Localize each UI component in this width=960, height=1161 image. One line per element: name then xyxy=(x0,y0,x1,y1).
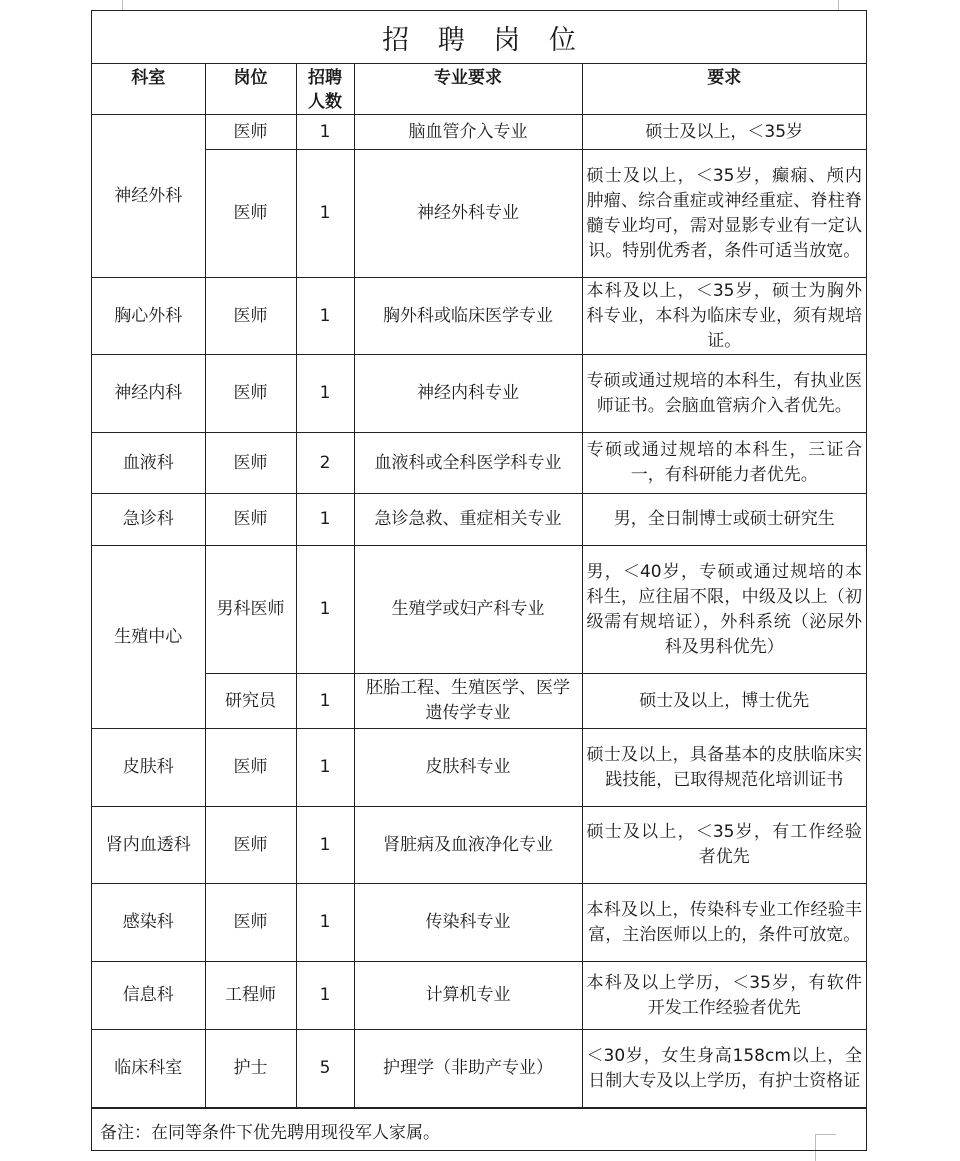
header-position: 岗位 xyxy=(205,64,296,115)
position-cell: 医师 xyxy=(205,884,296,962)
requirement-cell: 男，＜40岁，专硕或通过规培的本科生，应往届不限，中级及以上（初级需有规培证），外科系统（泌尿外科及男科优先） xyxy=(582,546,866,674)
major-cell: 传染科专业 xyxy=(354,884,582,962)
dept-cell: 胸心外科 xyxy=(92,278,205,355)
major-cell: 急诊急救、重症相关专业 xyxy=(354,494,582,546)
major-cell: 肾脏病及血液净化专业 xyxy=(354,807,582,884)
requirement-cell: 硕士及以上，具备基本的皮肤临床实践技能，已取得规范化培训证书 xyxy=(582,729,866,807)
header-dept: 科室 xyxy=(92,64,205,115)
count-cell: 5 xyxy=(296,1030,354,1108)
position-cell: 工程师 xyxy=(205,962,296,1030)
requirement-cell: 本科及以上，＜35岁，硕士为胸外科专业，本科为临床专业，须有规培证。 xyxy=(582,278,866,355)
header-major: 专业要求 xyxy=(354,64,582,115)
count-cell: 1 xyxy=(296,150,354,278)
table-row xyxy=(92,494,866,546)
table-row xyxy=(92,150,866,278)
requirement-cell: ＜30岁，女生身高158cm以上，全日制大专及以上学历，有护士资格证 xyxy=(582,1030,866,1108)
requirement-cell: 本科及以上学历，＜35岁，有软件开发工作经验者优先 xyxy=(582,962,866,1030)
page-title: 招 聘 岗 位 xyxy=(92,11,866,64)
table-row xyxy=(92,355,866,433)
dept-cell: 急诊科 xyxy=(92,494,205,546)
major-cell: 胚胎工程、生殖医学、医学遗传学专业 xyxy=(354,674,582,729)
count-cell: 1 xyxy=(296,355,354,433)
dept-cell: 肾内血透科 xyxy=(92,807,205,884)
count-cell: 1 xyxy=(296,884,354,962)
position-cell: 研究员 xyxy=(205,674,296,729)
requirement-cell: 硕士及以上，博士优先 xyxy=(582,674,866,729)
dept-cell: 神经内科 xyxy=(92,355,205,433)
count-cell: 1 xyxy=(296,962,354,1030)
table-row xyxy=(92,729,866,807)
requirement-cell: 专硕或通过规培的本科生，三证合一，有科研能力者优先。 xyxy=(582,433,866,494)
major-cell: 计算机专业 xyxy=(354,962,582,1030)
count-cell: 1 xyxy=(296,546,354,674)
requirement-cell: 本科及以上，传染科专业工作经验丰富，主治医师以上的，条件可放宽。 xyxy=(582,884,866,962)
major-cell: 神经外科专业 xyxy=(354,150,582,278)
position-cell: 医师 xyxy=(205,494,296,546)
major-cell: 生殖学或妇产科专业 xyxy=(354,546,582,674)
position-cell: 男科医师 xyxy=(205,546,296,674)
dept-cell: 皮肤科 xyxy=(92,729,205,807)
major-cell: 胸外科或临床医学专业 xyxy=(354,278,582,355)
major-cell: 神经内科专业 xyxy=(354,355,582,433)
dept-cell: 信息科 xyxy=(92,962,205,1030)
table-row xyxy=(92,962,866,1030)
major-cell: 护理学（非助产专业） xyxy=(354,1030,582,1108)
count-cell: 1 xyxy=(296,278,354,355)
table-row xyxy=(92,807,866,884)
header-requirement: 要求 xyxy=(582,64,866,115)
dept-cell: 临床科室 xyxy=(92,1030,205,1108)
footnote: 备注：在同等条件下优先聘用现役军人家属。 xyxy=(92,1108,866,1151)
position-cell: 医师 xyxy=(205,807,296,884)
requirement-cell: 专硕或通过规培的本科生，有执业医师证书。会脑血管病介入者优先。 xyxy=(582,355,866,433)
count-cell: 1 xyxy=(296,115,354,150)
position-cell: 医师 xyxy=(205,433,296,494)
table-row xyxy=(92,546,866,674)
table-row xyxy=(92,433,866,494)
table-row xyxy=(92,674,866,729)
count-cell: 1 xyxy=(296,674,354,729)
position-cell: 医师 xyxy=(205,729,296,807)
requirement-cell: 硕士及以上，＜35岁 xyxy=(582,115,866,150)
scan-corner-mark xyxy=(838,0,840,10)
position-cell: 医师 xyxy=(205,355,296,433)
table-row xyxy=(92,884,866,962)
major-cell: 脑血管介入专业 xyxy=(354,115,582,150)
scan-corner-mark xyxy=(122,0,124,10)
table-row xyxy=(92,1030,866,1108)
position-cell: 医师 xyxy=(205,150,296,278)
requirement-cell: 硕士及以上，＜35岁，癫痫、颅内肿瘤、综合重症或神经重症、脊柱脊髓专业均可，需对显影专业有一定认识。特别优秀者，条件可适当放宽。 xyxy=(582,150,866,278)
dept-cell: 生殖中心 xyxy=(92,546,205,729)
recruitment-table xyxy=(92,64,866,1108)
header-row xyxy=(92,64,866,115)
dept-cell: 神经外科 xyxy=(92,115,205,278)
position-cell: 医师 xyxy=(205,115,296,150)
major-cell: 血液科或全科医学科专业 xyxy=(354,433,582,494)
header-count: 招聘 人数 xyxy=(296,64,354,115)
count-cell: 1 xyxy=(296,494,354,546)
position-cell: 护士 xyxy=(205,1030,296,1108)
dept-cell: 感染科 xyxy=(92,884,205,962)
requirement-cell: 硕士及以上，＜35岁，有工作经验者优先 xyxy=(582,807,866,884)
table-row xyxy=(92,278,866,355)
requirement-cell: 男，全日制博士或硕士研究生 xyxy=(582,494,866,546)
count-cell: 1 xyxy=(296,807,354,884)
major-cell: 皮肤科专业 xyxy=(354,729,582,807)
position-cell: 医师 xyxy=(205,278,296,355)
recruitment-document xyxy=(91,10,867,1151)
dept-cell: 血液科 xyxy=(92,433,205,494)
table-row xyxy=(92,115,866,150)
count-cell: 2 xyxy=(296,433,354,494)
count-cell: 1 xyxy=(296,729,354,807)
